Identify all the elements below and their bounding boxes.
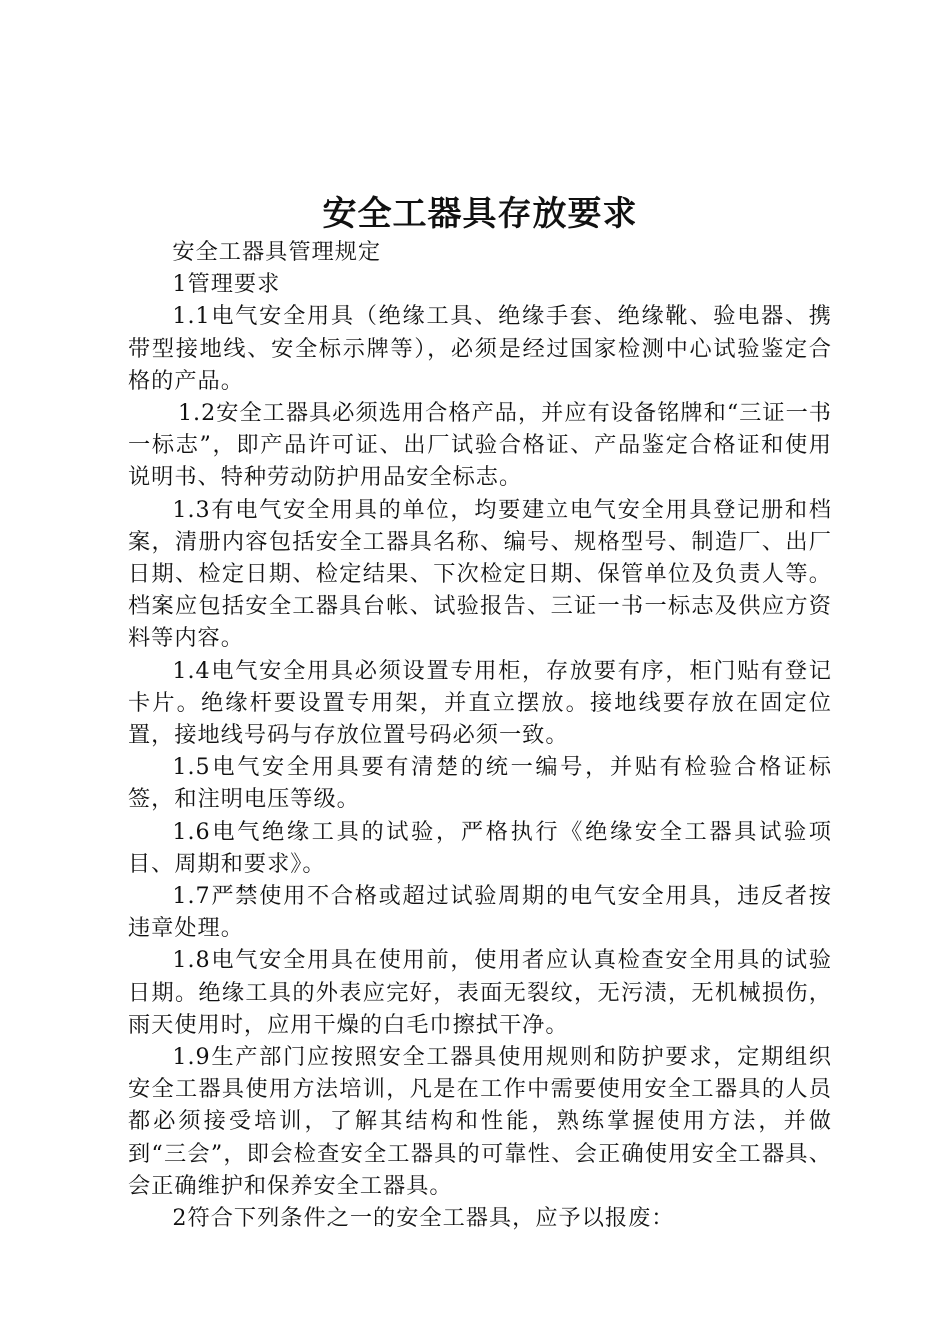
paragraph-section-1: 1管理要求: [172, 271, 281, 298]
document-title: 安全工器具存放要求: [322, 194, 638, 234]
paragraph-1-8: 1.8电气安全用具在使用前，使用者应认真检查安全用具的试验日期。绝缘工具的外表应完好，表面无裂纹，无污渍，无机械损伤，雨天使用时，应用干燥的白毛巾擦拭干净。: [128, 947, 832, 1038]
paragraph-1-7: 1.7严禁使用不合格或超过试验周期的电气安全用具，违反者按违章处理。: [128, 883, 832, 942]
paragraph-1-3: 1.3有电气安全用具的单位，均要建立电气安全用具登记册和档案，清册内容包括安全工器具名称、编号、规格型号、制造厂、出厂日期、检定日期、检定结果、下次检定日期、保管单位及负责人等。档案应包括安全工器具台帐、试验报告、三证一书一标志及供应方资料等内容。: [128, 496, 832, 652]
paragraph-1-4: 1.4电气安全用具必须设置专用柜，存放要有序，柜门贴有登记卡片。绝缘杆要设置专用架，并直立摆放。接地线要存放在固定位置，接地线号码与存放位置号码必须一致。: [128, 657, 832, 749]
paragraph-section-2: 2符合下列条件之一的安全工器具，应予以报废：: [172, 1205, 675, 1232]
paragraph-1-2: 1.2安全工器具必须选用合格产品，并应有设备铭牌和“三证一书一标志”，即产品许可证、出厂试验合格证、产品鉴定合格证和使用说明书、特种劳动防护用品安全标志。: [128, 400, 832, 491]
paragraph-subtitle: 安全工器具管理规定: [172, 239, 382, 265]
paragraph-1-9: 1.9生产部门应按照安全工器具使用规则和防护要求，定期组织安全工器具使用方法培训，凡是在工作中需要使用安全工器具的人员都必须接受培训，了解其结构和性能，熟练掌握使用方法，并做到“三会”，即会检查安全工器具的可靠性、会正确使用安全工器具、会正确维护和保养安全工器具。: [128, 1044, 832, 1199]
paragraph-1-1: 1.1电气安全用具（绝缘工具、绝缘手套、绝缘靴、验电器、携带型接地线、安全标示牌等），必须是经过国家检测中心试验鉴定合格的产品。: [128, 303, 832, 394]
paragraph-1-6: 1.6电气绝缘工具的试验，严格执行《绝缘安全工器具试验项目、周期和要求》。: [128, 818, 832, 877]
document-body: [128, 236, 832, 1234]
paragraph-1-5: 1.5电气安全用具要有清楚的统一编号，并贴有检验合格证标签，和注明电压等级。: [128, 754, 832, 813]
